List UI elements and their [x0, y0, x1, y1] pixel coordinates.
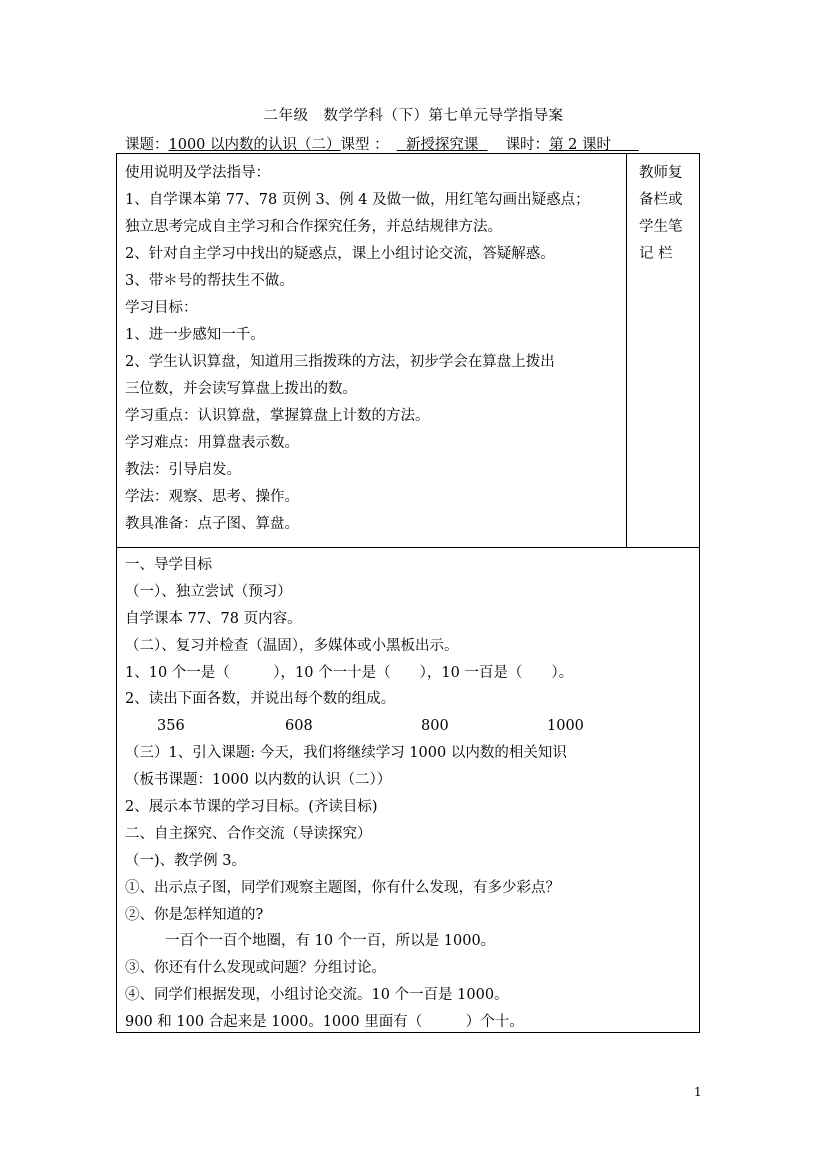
instruction-line: 学习目标：: [125, 300, 198, 316]
body-line: ④、同学们根据发现，小组讨论交流。10 个一百是 1000。: [125, 987, 509, 1004]
page-number: 1: [694, 1085, 702, 1099]
instruction-line: 学习重点：认识算盘，掌握算盘上计数的方法。: [125, 408, 430, 424]
body-line: ②、你是怎样知道的?: [125, 906, 264, 923]
body-line: 900 和 100 合起来是 1000。1000 里面有（ ）个十。: [125, 1014, 524, 1031]
number-list: [125, 713, 693, 740]
body-line: （二）、复习并检查（温固），多媒体或小黑板出示。: [125, 637, 459, 654]
body-line: （板书课题：1000 以内数的认识（二））: [125, 772, 392, 789]
instruction-line: 学习难点：用算盘表示数。: [125, 435, 299, 451]
instruction-line: 1、进一步感知一千。: [125, 327, 265, 343]
instructions-row: [117, 154, 699, 548]
body-line: 二、自主探究、合作交流（导读探究）: [125, 825, 372, 842]
body-line: （三）1、引入课题: 今天，我们将继续学习 1000 以内数的相关知识: [125, 745, 567, 762]
instruction-line: 学法：观察、思考、操作。: [125, 489, 299, 505]
body-line: ①、出示点子图，同学们观察主题图，你有什么发现，有多少彩点？: [125, 879, 560, 896]
type-label: 课型 ：: [340, 137, 389, 153]
type-value: 新授探究课: [405, 137, 479, 153]
number-item: 1000: [547, 718, 584, 735]
body-line: 一百个一百个地圈，有 10 个一百，所以是 1000。: [165, 933, 496, 950]
instruction-line: 2、针对自主学习中找出的疑惑点，课上小组讨论交流，答疑解惑。: [125, 246, 555, 262]
notes-label-line: 记 栏: [639, 246, 673, 262]
body-line: 2、展示本节课的学习目标。(齐读目标): [125, 799, 378, 816]
instructions-cell: [117, 154, 627, 547]
instruction-line: 教法：引导启发。: [125, 462, 241, 478]
body-line: 2、读出下面各数，并说出每个数的组成。: [125, 691, 396, 708]
guidance-table: [116, 153, 700, 1033]
notes-label-line: 学生笔: [639, 219, 683, 235]
period-label: 课时：: [505, 137, 550, 153]
instruction-line: 教具准备：点子图、算盘。: [125, 516, 299, 532]
teacher-notes-cell: [627, 154, 699, 547]
number-item: 356: [157, 718, 185, 735]
notes-label-line: 教师复: [639, 165, 683, 181]
instruction-line: 3、带＊号的帮扶生不做。: [125, 273, 294, 289]
topic-label: 课题：: [125, 137, 169, 153]
body-line: （一)、教学例 3。: [125, 852, 246, 869]
lesson-body-cell: [117, 548, 699, 1032]
instruction-line: 三位数，并会读写算盘上拨出的数。: [125, 381, 357, 397]
topic-value: 1000 以内数的认识（二）: [168, 137, 341, 153]
instruction-line: 使用说明及学法指导：: [125, 165, 270, 181]
instruction-line: 独立思考完成自主学习和合作探究任务，并总结规律方法。: [125, 219, 502, 235]
document-title: 二年级 数学学科（下）第七单元导学指导案: [263, 108, 564, 124]
notes-label-line: 备栏或: [639, 192, 683, 208]
number-item: 800: [421, 718, 449, 735]
lesson-info-line: [125, 133, 700, 154]
period-value: 第 2 课时: [549, 137, 612, 153]
body-line: 1、10 个一是（ ），10 个一十是（ ），10 一百是（ ）。: [125, 664, 574, 681]
body-line: （一）、独立尝试（预习）: [125, 583, 292, 600]
body-line: ③、你还有什么发现或问题？分组讨论。: [125, 960, 386, 977]
body-line: 一、导学目标: [125, 557, 212, 573]
body-line: 自学课本 77、78 页内容。: [125, 610, 302, 627]
number-item: 608: [285, 718, 313, 735]
instruction-line: 1、自学课本第 77、78 页例 3、例 4 及做一做，用红笔勾画出疑惑点；: [125, 192, 590, 208]
instruction-line: 2、学生认识算盘，知道用三指拨珠的方法，初步学会在算盘上拨出: [125, 354, 555, 370]
